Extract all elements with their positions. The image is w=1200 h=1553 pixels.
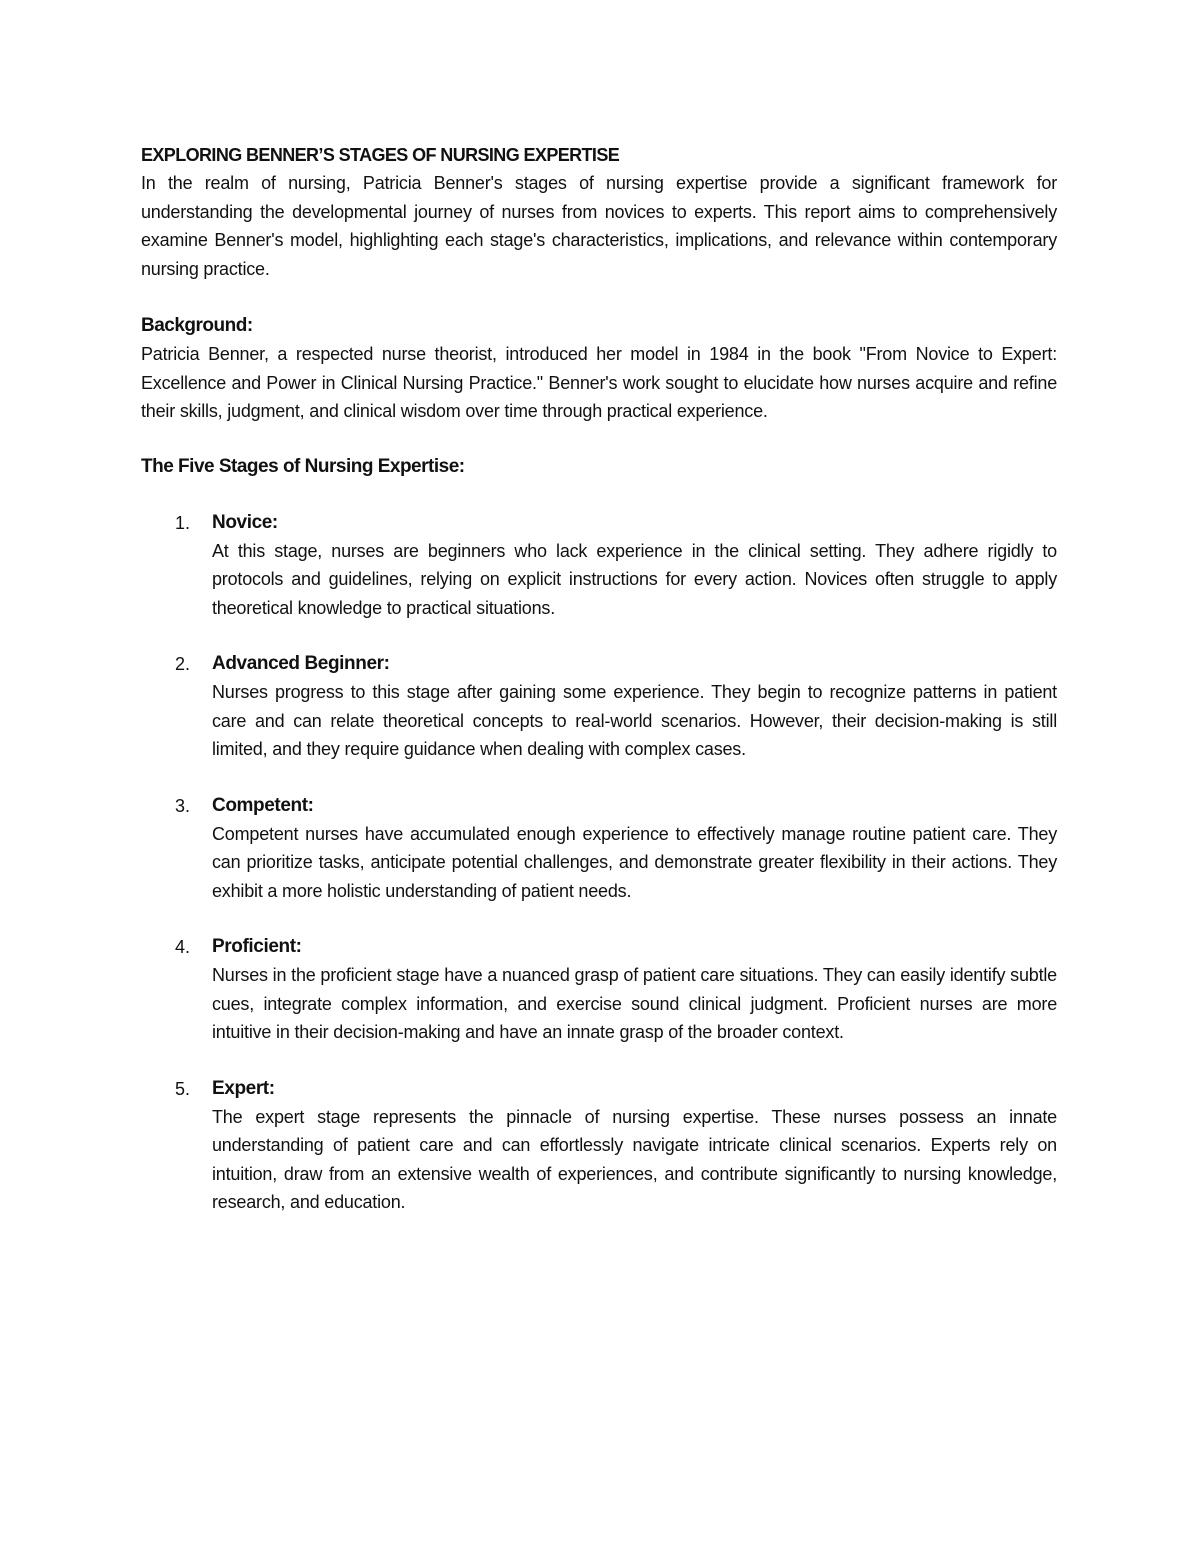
stage-title: Proficient:: [212, 936, 302, 957]
list-number: 4.: [175, 937, 191, 957]
list-number: 1.: [175, 512, 191, 533]
stage-description: At this stage, nurses are beginners who lack experience in the clinical setting. They adhere rigidly to protocols and guidelines, relying on explicit instructions for every action. Novices often struggle to apply theoretical knowledge to practical situations.: [212, 540, 1057, 618]
stage-title: Competent:: [212, 794, 314, 816]
stage-item-expert: [141, 1075, 1057, 1217]
stage-item-proficient: [141, 933, 1057, 1047]
background-paragraph: Patricia Benner, a respected nurse theorist, introduced her model in 1984 in the book "From Novice to Expert: Excellence and Power in Clinical Nursing Practice." Benner's work sought to elucidate how nurses acquire and refine their skills, judgment, and clinical wisdom over time through practical experience.: [141, 344, 1057, 421]
stages-heading: The Five Stages of Nursing Expertise:: [141, 455, 465, 477]
stages-list: [141, 509, 1057, 1217]
stage-item-novice: [141, 509, 1057, 623]
document-title: EXPLORING BENNER’S STAGES OF NURSING EXPERTISE: [141, 145, 620, 165]
stage-description: The expert stage represents the pinnacle of nursing expertise. These nurses possess an innate understanding of patient care and can effortlessly navigate intricate clinical scenarios. Experts rely on intuition, draw from an extensive wealth of experiences, and contribute significantly to nursing knowledge, research, and education.: [212, 1106, 1057, 1212]
document-body: [141, 141, 1057, 1245]
stage-title: Advanced Beginner:: [212, 653, 390, 674]
stage-item-advanced-beginner: [141, 650, 1057, 764]
stage-description: Nurses progress to this stage after gaining some experience. They begin to recognize patterns in patient care and can relate theoretical concepts to real-world scenarios. However, their decision-making is still limited, and they require guidance when dealing with complex cases.: [212, 682, 1057, 759]
stage-title: Expert:: [212, 1077, 275, 1099]
intro-paragraph: In the realm of nursing, Patricia Benner's stages of nursing expertise provide a significant framework for understanding the developmental journey of nurses from novices to experts. This report aims to comprehensively examine Benner's model, highlighting each stage's characteristics, implications, and relevance within contemporary nursing practice.: [141, 173, 1057, 279]
list-number: 3.: [175, 795, 191, 816]
stage-description: Nurses in the proficient stage have a nuanced grasp of patient care situations. They can easily identify subtle cues, integrate complex information, and exercise sound clinical judgment. Proficient nurses are more intuitive in their decision-making and have an innate grasp of the broader context.: [212, 965, 1057, 1042]
stage-title: Novice:: [212, 511, 278, 533]
background-heading: Background:: [141, 315, 253, 336]
list-number: 5.: [175, 1078, 191, 1099]
list-number: 2.: [175, 654, 191, 674]
stage-item-competent: [141, 792, 1057, 906]
stage-description: Competent nurses have accumulated enough experience to effectively manage routine patient care. They can prioritize tasks, anticipate potential challenges, and demonstrate greater flexibility in their actions. They exhibit a more holistic understanding of patient needs.: [212, 823, 1057, 901]
